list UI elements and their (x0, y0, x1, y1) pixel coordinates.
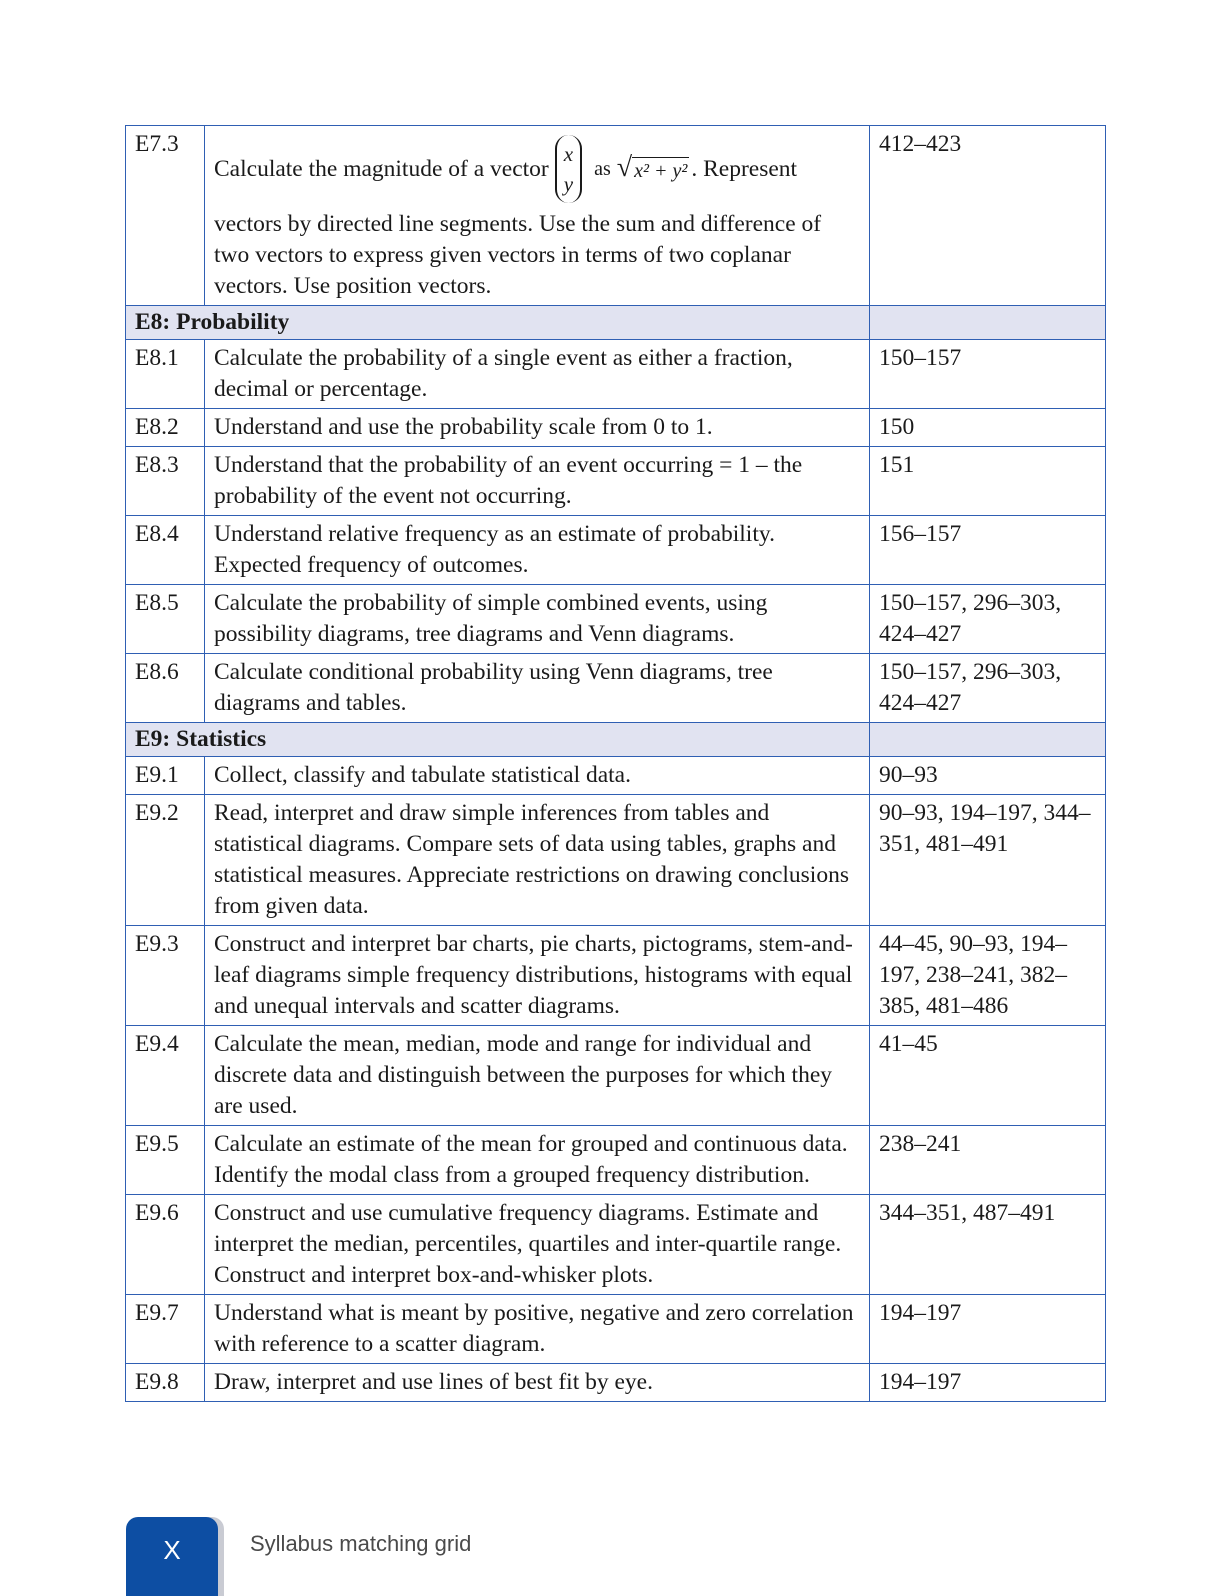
vector-as: as (594, 157, 611, 180)
row-pages: 344–351, 487–491 (870, 1195, 1106, 1295)
row-code: E8.4 (126, 516, 205, 585)
row-pages: 44–45, 90–93, 194–197, 238–241, 382–385, 481–486 (870, 926, 1106, 1026)
row-code: E9.5 (126, 1126, 205, 1195)
row-description: Calculate an estimate of the mean for grouped and continuous data. Identify the modal class from a grouped frequency distribution. (205, 1126, 870, 1195)
table-row (126, 654, 1106, 723)
row-pages: 41–45 (870, 1026, 1106, 1126)
table-row (126, 447, 1106, 516)
vector-formula-line (214, 129, 860, 209)
row-description (205, 126, 870, 306)
row-description: Construct and use cumulative frequency diagrams. Estimate and interpret the median, percentiles, quartiles and inter-quartile range. Construct and interpret box-and-whisker plots. (205, 1195, 870, 1295)
row-description: Calculate the probability of simple combined events, using possibility diagrams, tree diagrams and Venn diagrams. (205, 585, 870, 654)
row-pages: 156–157 (870, 516, 1106, 585)
row-code: E9.1 (126, 757, 205, 795)
table-row (126, 409, 1106, 447)
row-pages: 151 (870, 447, 1106, 516)
sqrt-radicand: x² + y² (632, 157, 689, 184)
table-row (126, 1195, 1106, 1295)
row-pages: 90–93 (870, 757, 1106, 795)
table-row (126, 340, 1106, 409)
row-code: E9.7 (126, 1295, 205, 1364)
row-pages: 150 (870, 409, 1106, 447)
row-description: Understand and use the probability scale from 0 to 1. (205, 409, 870, 447)
row-description: Calculate the probability of a single event as either a fraction, decimal or percentage. (205, 340, 870, 409)
row-description: Read, interpret and draw simple inferences from tables and statistical diagrams. Compare sets of data using tables, graphs and statistical measures. Appreciate restrictions on drawing conclusions from given data. (205, 795, 870, 926)
row-pages: 194–197 (870, 1364, 1106, 1402)
table-row (126, 585, 1106, 654)
section-title: E8: Probability (126, 306, 870, 340)
section-pages-empty (870, 723, 1106, 757)
row-pages: 150–157 (870, 340, 1106, 409)
row-description: Construct and interpret bar charts, pie charts, pictograms, stem-and-leaf diagrams simple frequency distributions, histograms with equal and unequal intervals and scatter diagrams. (205, 926, 870, 1026)
row-description: Understand that the probability of an event occurring = 1 – the probability of the event not occurring. (205, 447, 870, 516)
row-code: E8.5 (126, 585, 205, 654)
row-code: E8.6 (126, 654, 205, 723)
row-description: Draw, interpret and use lines of best fit by eye. (205, 1364, 870, 1402)
row-description: Understand relative frequency as an estimate of probability. Expected frequency of outcomes. (205, 516, 870, 585)
sqrt-expression (617, 154, 690, 184)
row-pages: 90–93, 194–197, 344–351, 481–491 (870, 795, 1106, 926)
row-code: E8.3 (126, 447, 205, 516)
footer-title: Syllabus matching grid (250, 1531, 472, 1556)
vector-y: y (563, 172, 574, 196)
row-pages: 150–157, 296–303, 424–427 (870, 654, 1106, 723)
table-row (126, 1026, 1106, 1126)
row-pages: 238–241 (870, 1126, 1106, 1195)
row-code: E9.6 (126, 1195, 205, 1295)
table-row (126, 516, 1106, 585)
vector-x: x (563, 142, 574, 166)
row-code: E8.1 (126, 340, 205, 409)
row-description: Calculate the mean, median, mode and range for individual and discrete data and distinguish between the purposes for which they are used. (205, 1026, 870, 1126)
column-vector (555, 135, 582, 203)
row-pages: 194–197 (870, 1295, 1106, 1364)
row-pages: 412–423 (870, 126, 1106, 306)
row-text: vectors by directed line segments. Use the sum and difference of two vectors to express given vectors in terms of two coplanar vectors. Use position vectors. (214, 211, 822, 299)
row-description: Understand what is meant by positive, negative and zero correlation with reference to a scatter diagram. (205, 1295, 870, 1364)
table-row (126, 1126, 1106, 1195)
vector-text-after: . Represent (691, 155, 798, 182)
vector-text-before: Calculate the magnitude of a vector (214, 155, 549, 182)
row-code: E8.2 (126, 409, 205, 447)
section-header-row (126, 306, 1106, 340)
table-row (126, 126, 1106, 306)
row-code: E9.8 (126, 1364, 205, 1402)
page-number-tab: X (126, 1517, 218, 1596)
row-code: E9.3 (126, 926, 205, 1026)
row-pages: 150–157, 296–303, 424–427 (870, 585, 1106, 654)
row-code: E9.2 (126, 795, 205, 926)
table-row (126, 795, 1106, 926)
section-header-row (126, 723, 1106, 757)
row-description: Calculate conditional probability using Venn diagrams, tree diagrams and tables. (205, 654, 870, 723)
radical-sign-icon: √ (616, 152, 633, 183)
section-pages-empty (870, 306, 1106, 340)
section-title: E9: Statistics (126, 723, 870, 757)
row-code: E7.3 (126, 126, 205, 306)
row-code: E9.4 (126, 1026, 205, 1126)
syllabus-grid (125, 125, 1106, 1402)
table-row (126, 757, 1106, 795)
table-row (126, 1295, 1106, 1364)
table-row (126, 1364, 1106, 1402)
row-description: Collect, classify and tabulate statistical data. (205, 757, 870, 795)
table-row (126, 926, 1106, 1026)
